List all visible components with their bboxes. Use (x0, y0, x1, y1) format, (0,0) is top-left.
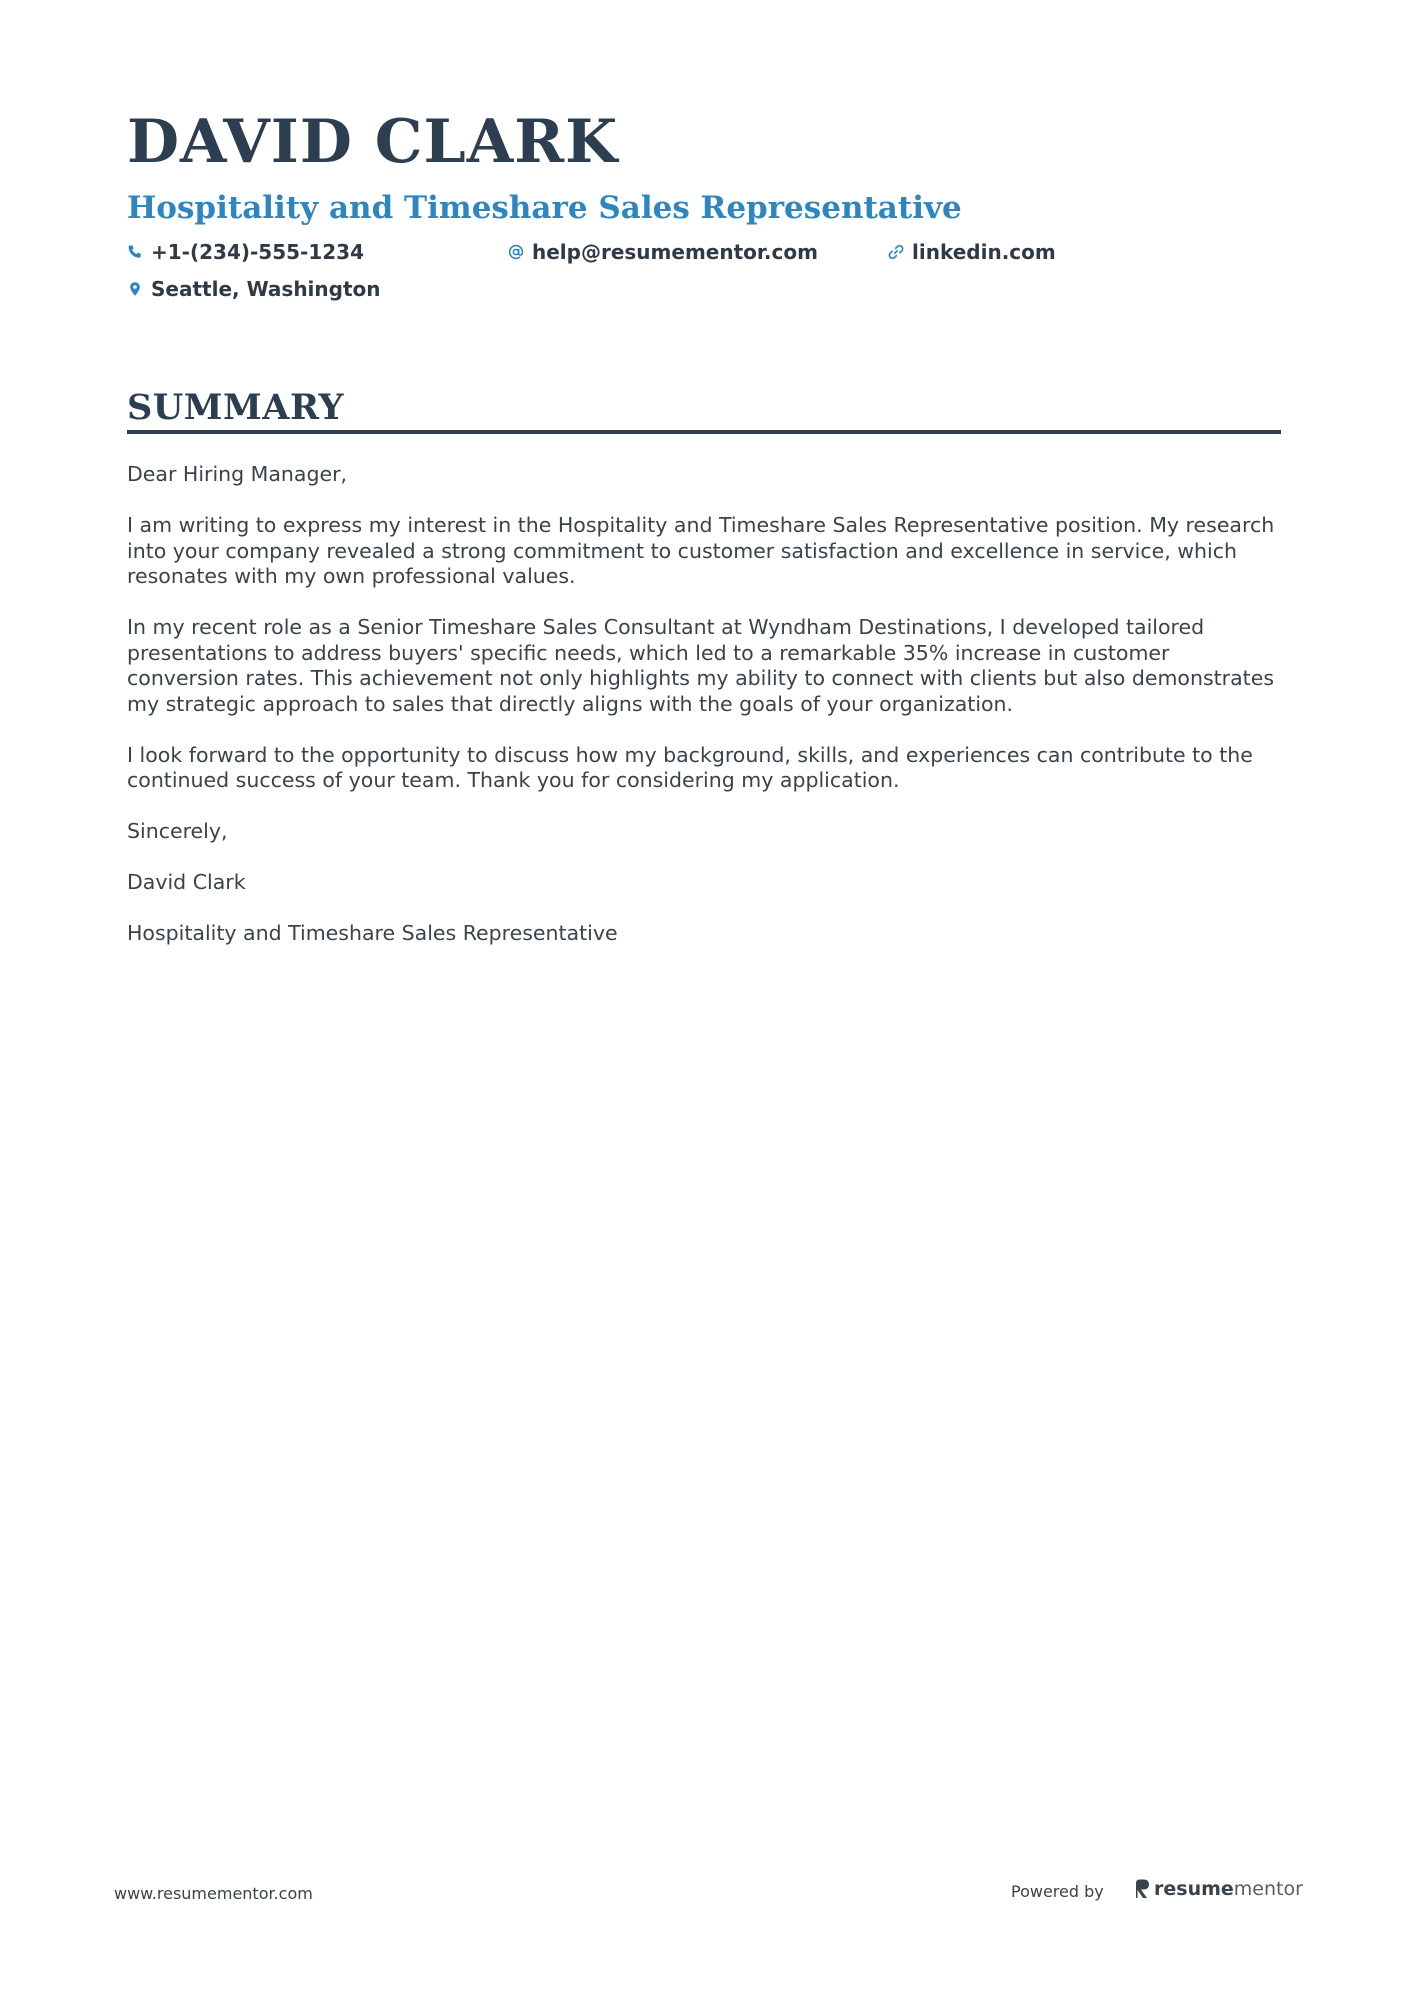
email-text[interactable]: help@resumementor.com (532, 240, 818, 264)
resumementor-logo-mark-icon (1134, 1878, 1151, 1900)
powered-by-label: Powered by (1011, 1882, 1104, 1901)
contact-website (888, 240, 1056, 264)
location-text: Seattle, Washington (151, 277, 381, 301)
footer-url[interactable]: www.resumementor.com (114, 1884, 313, 1903)
phone-text[interactable]: +1-(234)-555-1234 (151, 240, 365, 264)
resumementor-wordmark (1154, 1878, 1303, 1900)
signature-name: David Clark (127, 870, 246, 894)
letter-greeting: Dear Hiring Manager, (127, 462, 348, 486)
signature-title: Hospitality and Timeshare Sales Representative (127, 921, 618, 945)
candidate-name: DAVID CLARK (127, 107, 619, 177)
contact-phone (127, 240, 364, 264)
contact-email (508, 240, 818, 264)
website-link[interactable]: linkedin.com (912, 240, 1056, 264)
section-divider (127, 430, 1281, 434)
job-title: Hospitality and Timeshare Sales Representative (127, 190, 962, 226)
section-heading-summary: SUMMARY (127, 387, 344, 428)
letter-closing: Sincerely, (127, 819, 228, 843)
letter-paragraph: In my recent role as a Senior Timeshare Sales Consultant at Wyndham Destinations, I developed tailored presentations to address buyers' specific needs, which led to a remarkable 35% increase in customer conversion rates. This achievement not only highlights my ability to connect with clients but also demonstrates my strategic approach to sales that directly aligns with the goals of your organization. (127, 615, 1274, 716)
at-icon (508, 244, 524, 260)
resumementor-logo[interactable] (1134, 1878, 1303, 1900)
brand-bold-part: resume (1154, 1878, 1234, 1900)
contact-location (127, 277, 381, 301)
location-pin-icon (127, 281, 143, 297)
letter-paragraph: I am writing to express my interest in the Hospitality and Timeshare Sales Representative position. My research into your company revealed a strong commitment to customer satisfaction and excellence in service, which resonates with my own professional values. (127, 513, 1275, 588)
letter-body (127, 462, 1287, 972)
link-icon (888, 244, 904, 260)
brand-light-part: mentor (1233, 1878, 1303, 1900)
letter-paragraph: I look forward to the opportunity to discuss how my background, skills, and experiences can contribute to the continued success of your team. Thank you for considering my application. (127, 742, 1253, 792)
phone-icon (127, 244, 143, 260)
